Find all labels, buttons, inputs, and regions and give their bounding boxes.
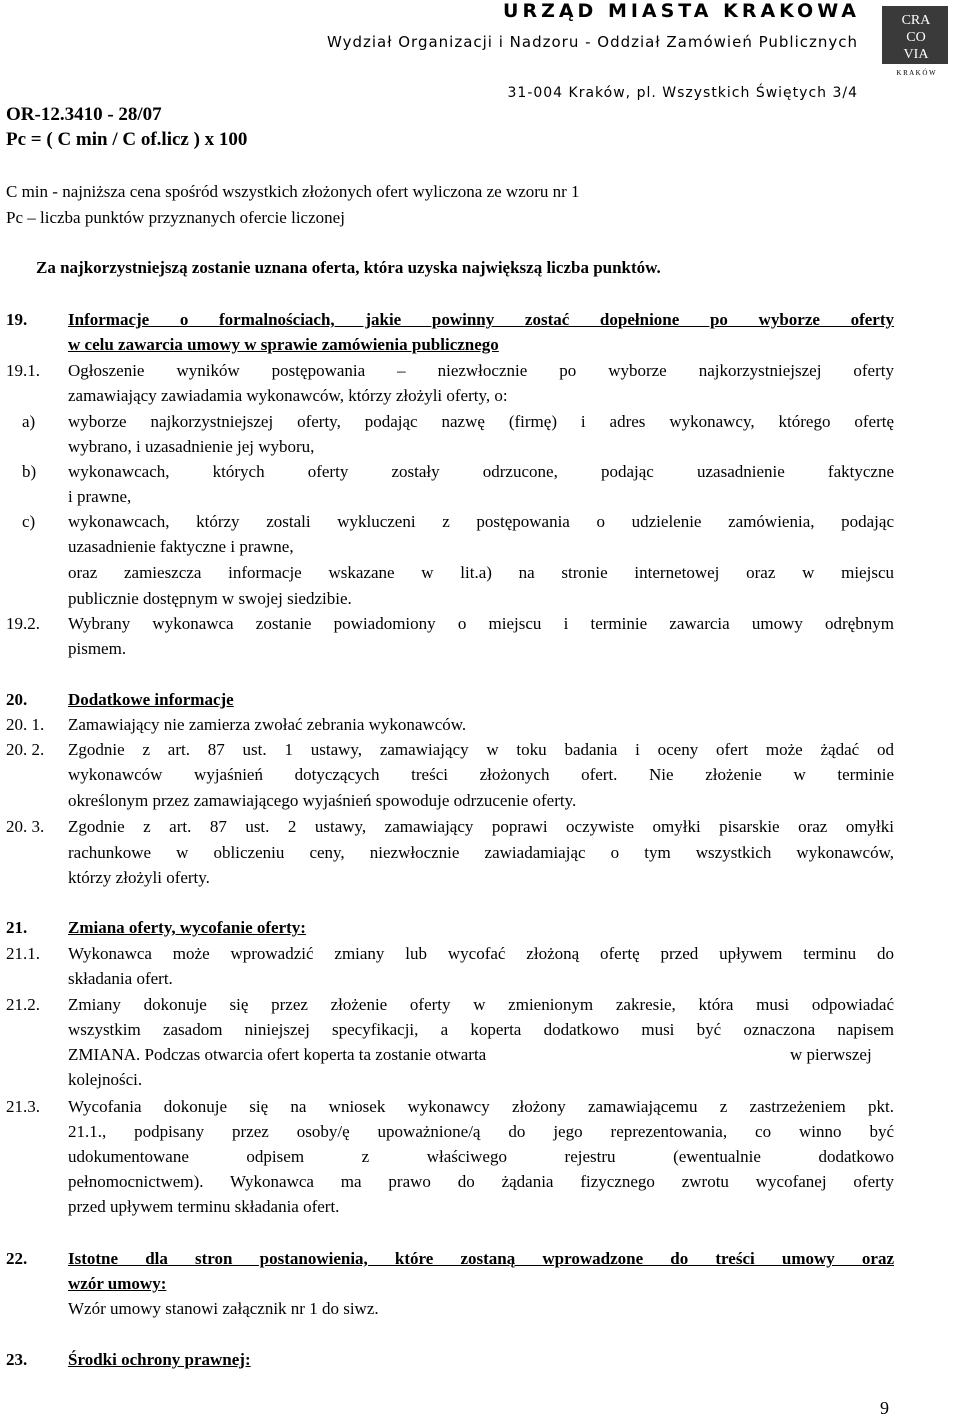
- paragraph-20-3-line-1: Zgodnie z art. 87 ust. 2 ustawy, zamawiający poprawi oczywiste omyłki pisarskie oraz omyłki: [68, 817, 894, 836]
- cracovia-logo-icon: [880, 4, 952, 78]
- logo-line-1: CRA: [901, 13, 931, 28]
- definition-cmin: C min - najniższa cena spośród wszystkich złożonych ofert wyliczona ze wzoru nr 1: [6, 182, 580, 201]
- paragraph-19-2-line-1: Wybrany wykonawca zostanie powiadomiony o miejscu i terminie zawarcia umowy odrębnym: [68, 614, 894, 633]
- paragraph-21-2-line-1: Zmiany dokonuje się przez złożenie oferty w zmienionym zakresie, która musi odpowiadać: [68, 995, 894, 1014]
- paragraph-19-1-number: 19.1.: [6, 361, 40, 380]
- institution-address: 31-004 Kraków, pl. Wszystkich Świętych 3/4: [507, 85, 858, 101]
- list-item-c-line-4: publicznie dostępnym w swojej siedzibie.: [68, 589, 352, 608]
- department-name: Wydział Organizacji i Nadzoru - Oddział Zamówień Publicznych: [327, 33, 858, 51]
- logo-line-2: CO: [906, 30, 926, 45]
- institution-name: URZĄD MIASTA KRAKOWA: [503, 0, 860, 22]
- paragraph-20-2-line-2: wykonawców wyjaśnień dotyczących treści złożonych ofert. Nie złożenie w terminie: [68, 765, 894, 784]
- paragraph-21-2-line-2: wszystkim zasadom niniejszej specyfikacji, a koperta dodatkowo musi być oznaczona napisem: [68, 1020, 894, 1039]
- section-23-number: 23.: [6, 1350, 28, 1369]
- section-22-title-line-2: wzór umowy:: [68, 1274, 167, 1293]
- paragraph-20-2-number: 20. 2.: [6, 740, 45, 759]
- logo-caption: K R A K Ó W: [896, 69, 936, 77]
- paragraph-21-3-line-4: pełnomocnictwem). Wykonawca ma prawo do żądania fizycznego zwrotu wycofanej oferty: [68, 1172, 894, 1191]
- section-21-title: Zmiana oferty, wycofanie oferty:: [68, 918, 306, 937]
- section-20-title: Dodatkowe informacje: [68, 690, 234, 709]
- paragraph-21-3-line-2: 21.1., podpisany przez osoby/ę upoważnione/ą do jego reprezentowania, co winno być: [68, 1122, 894, 1141]
- list-item-c-line-3: oraz zamieszcza informacje wskazane w lit.a) na stronie internetowej oraz w miejscu: [68, 563, 894, 582]
- paragraph-20-1-line-1: Zamawiający nie zamierza zwołać zebrania wykonawców.: [68, 715, 467, 734]
- paragraph-20-2-line-3: określonym przez zamawiającego wyjaśnień spowoduje odrzucenie oferty.: [68, 791, 577, 810]
- list-item-b-line-2: i prawne,: [68, 487, 132, 506]
- section-19-title-line-2: w celu zawarcia umowy w sprawie zamówienia publicznego: [68, 335, 499, 354]
- list-item-b-marker: b): [22, 462, 37, 481]
- list-item-a-line-2: wybrano, i uzasadnienie jej wyboru,: [68, 437, 315, 456]
- page-number: 9: [880, 1398, 889, 1418]
- paragraph-20-3-line-3: którzy złożyli oferty.: [68, 868, 210, 887]
- list-item-a-line-1: wyborze najkorzystniejszej oferty, podając nazwę (firmę) i adres wykonawcy, którego ofertę: [68, 412, 894, 431]
- section-19-title-line-1: Informacje o formalnościach, jakie powinny zostać dopełnione po wyborze oferty: [68, 310, 894, 329]
- section-22-body: Wzór umowy stanowi załącznik nr 1 do siwz.: [68, 1299, 379, 1318]
- paragraph-21-3-line-1: Wycofania dokonuje się na wniosek wykonawcy złożony zamawiającemu z zastrzeżeniem pkt.: [68, 1097, 894, 1116]
- paragraph-21-1-line-1: Wykonawca może wprowadzić zmiany lub wycofać złożoną ofertę przed upływem terminu do: [68, 944, 894, 963]
- paragraph-21-2-line-3a: ZMIANA. Podczas otwarcia ofert koperta ta zostanie otwarta: [68, 1045, 487, 1064]
- paragraph-19-2-number: 19.2.: [6, 614, 40, 633]
- section-22-title-line-1: Istotne dla stron postanowienia, które zostaną wprowadzone do treści umowy oraz: [68, 1249, 894, 1268]
- paragraph-19-2-line-2: pismem.: [68, 639, 127, 658]
- scoring-formula: Pc = ( C min / C of.licz ) x 100: [6, 129, 248, 150]
- section-23-title: Środki ochrony prawnej:: [68, 1350, 251, 1369]
- paragraph-20-3-line-2: rachunkowe w obliczeniu ceny, niezwłocznie zawiadamiając o tym wszystkich wykonawców,: [68, 843, 894, 862]
- paragraph-21-1-number: 21.1.: [6, 944, 40, 963]
- winner-criterion: Za najkorzystniejszą zostanie uznana oferta, która uzyska największą liczba punktów.: [36, 258, 661, 277]
- definition-pc: Pc – liczba punktów przyznanych ofercie liczonej: [6, 208, 345, 227]
- section-22-number: 22.: [6, 1249, 28, 1268]
- document-reference: OR-12.3410 - 28/07: [6, 104, 162, 125]
- paragraph-21-3-line-5: przed upływem terminu składania ofert.: [68, 1197, 340, 1216]
- section-19-number: 19.: [6, 310, 28, 329]
- list-item-c-line-2: uzasadnienie faktyczne i prawne,: [68, 537, 294, 556]
- paragraph-21-2-line-4: kolejności.: [68, 1070, 143, 1089]
- list-item-b-line-1: wykonawcach, których oferty zostały odrzucone, podając uzasadnienie faktyczne: [68, 462, 894, 481]
- list-item-c-marker: c): [22, 512, 36, 531]
- paragraph-20-2-line-1: Zgodnie z art. 87 ust. 1 ustawy, zamawiający w toku badania i oceny ofert może żądać od: [68, 740, 894, 759]
- paragraph-21-1-line-2: składania ofert.: [68, 969, 173, 988]
- section-20-number: 20.: [6, 690, 28, 709]
- logo-line-3: VIA: [903, 47, 929, 62]
- list-item-c-line-1: wykonawcach, którzy zostali wykluczeni z postępowania o udzielenie zamówienia, podając: [68, 512, 894, 531]
- paragraph-21-2-line-3b: w pierwszej: [790, 1045, 872, 1064]
- paragraph-19-1-line-2: zamawiający zawiadamia wykonawców, którzy złożyli oferty, o:: [68, 386, 508, 405]
- paragraph-19-1-line-1: Ogłoszenie wyników postępowania – niezwłocznie po wyborze najkorzystniejszej oferty: [68, 361, 894, 380]
- paragraph-21-3-number: 21.3.: [6, 1097, 40, 1116]
- paragraph-20-1-number: 20. 1.: [6, 715, 45, 734]
- paragraph-20-3-number: 20. 3.: [6, 817, 45, 836]
- list-item-a-marker: a): [22, 412, 36, 431]
- cracovia-logo: [880, 4, 952, 78]
- paragraph-21-2-number: 21.2.: [6, 995, 40, 1014]
- paragraph-21-3-line-3: udokumentowane odpisem z właściwego rejestru (ewentualnie dodatkowo: [68, 1147, 894, 1166]
- section-21-number: 21.: [6, 918, 28, 937]
